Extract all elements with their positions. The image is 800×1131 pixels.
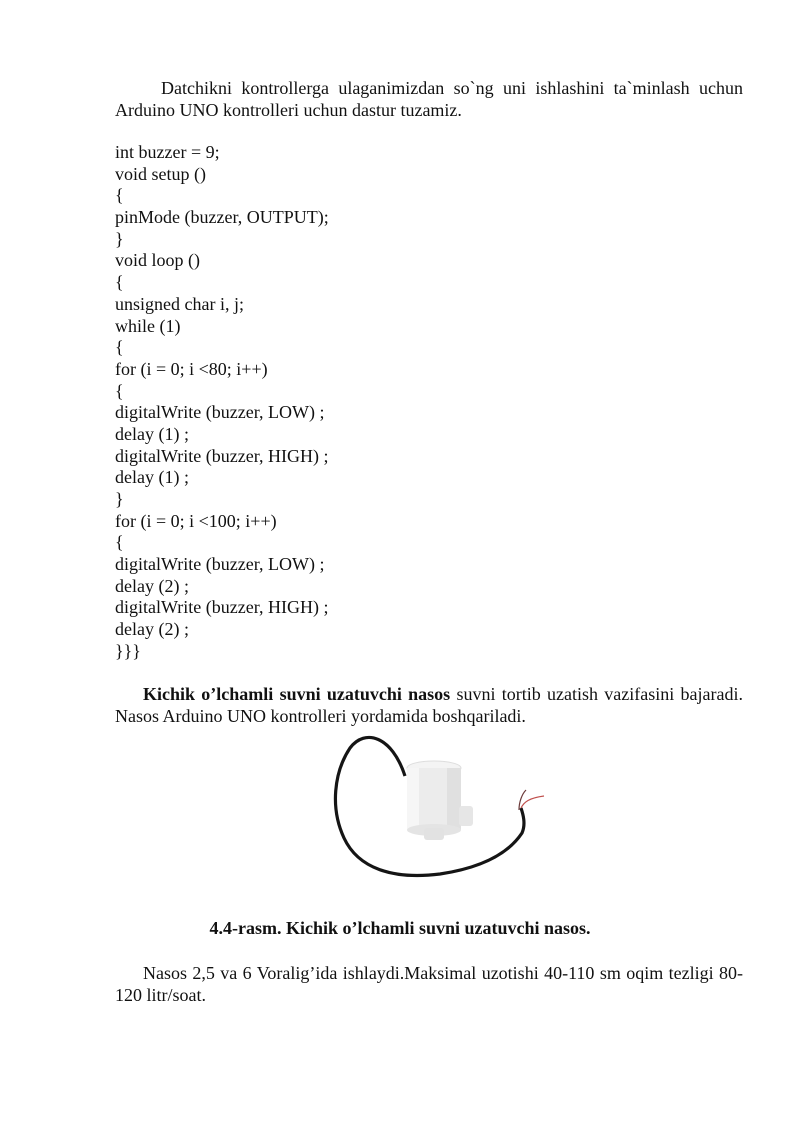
specs-paragraph xyxy=(115,962,743,1006)
pump-title-bold: Kichik o’lchamli suvni uzatuvchi nasos xyxy=(143,684,451,704)
code-line: void loop () xyxy=(115,250,200,271)
code-line: delay (2) ; xyxy=(115,619,189,640)
code-line: while (1) xyxy=(115,315,181,336)
code-line: unsigned char i, j; xyxy=(115,293,244,314)
pump-body xyxy=(407,761,473,840)
code-line: digitalWrite (buzzer, LOW) ; xyxy=(115,554,325,575)
code-line: { xyxy=(115,272,124,293)
code-line: digitalWrite (buzzer, HIGH) ; xyxy=(115,445,329,466)
intro-text: Datchikni kontrollerga ulaganimizdan so`ng uni ishlashini ta`minlash uchun Arduino UNO kontrolleri uchun dastur tuzamiz. xyxy=(115,78,743,120)
code-line: } xyxy=(115,489,124,509)
code-line: pinMode (buzzer, OUTPUT); xyxy=(115,207,329,228)
code-line: } xyxy=(115,228,124,249)
code-line: { xyxy=(115,532,124,553)
pump-description-paragraph xyxy=(115,683,743,727)
pump-description-text: suvni tortib uzatish vazifasini bajaradi. Nasos Arduino UNO kontrolleri yordamida boshqariladi. xyxy=(115,684,744,726)
code-line: delay (2) ; xyxy=(115,575,189,596)
intro-paragraph xyxy=(115,77,743,121)
code-line: { xyxy=(115,185,124,206)
pump-wire-red xyxy=(521,796,544,808)
code-line: for (i = 0; i <80; i++) xyxy=(115,358,268,379)
code-line: void setup () xyxy=(115,163,206,184)
figure-caption: 4.4-rasm. Kichik o’lchamli suvni uzatuvchi nasos. xyxy=(209,918,591,938)
code-line: digitalWrite (buzzer, HIGH) ; xyxy=(115,597,329,618)
specs-text: Nasos 2,5 va 6 Voralig’ida ishlaydi.Maksimal uzotishi 40-110 sm oqim tezligi 80-120 litr/soat. xyxy=(115,963,743,1005)
pump-wire-dark xyxy=(519,790,526,810)
code-listing xyxy=(115,142,329,663)
code-line: { xyxy=(115,337,124,358)
code-line: int buzzer = 9; xyxy=(115,142,220,162)
code-line: digitalWrite (buzzer, LOW) ; xyxy=(115,402,325,423)
code-line: delay (1) ; xyxy=(115,467,189,488)
code-line: for (i = 0; i <100; i++) xyxy=(115,510,277,531)
code-line: }}} xyxy=(115,640,141,661)
pump-image xyxy=(330,728,550,883)
code-line: { xyxy=(115,380,124,401)
code-line: delay (1) ; xyxy=(115,423,189,444)
